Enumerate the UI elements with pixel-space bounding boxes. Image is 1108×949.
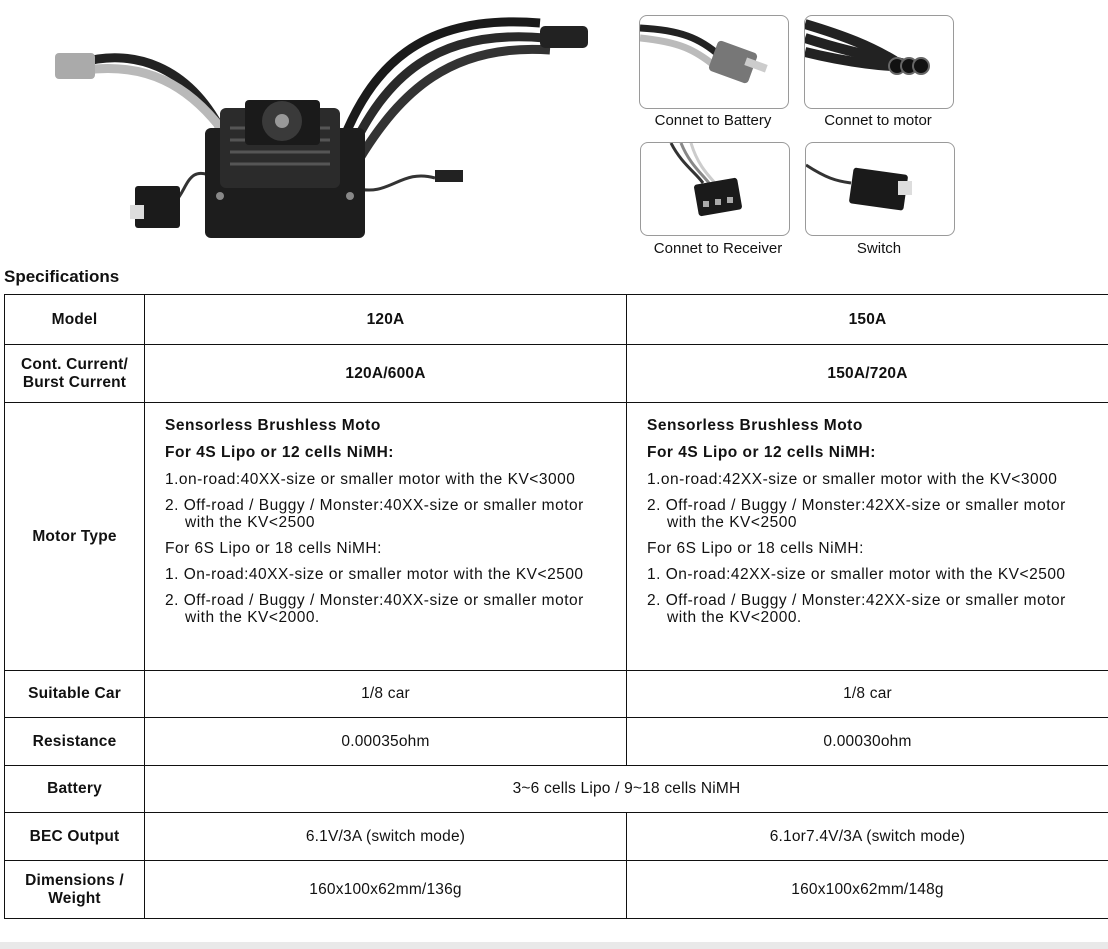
motor-connector-image [804, 15, 954, 109]
table-row [5, 813, 1108, 861]
motor-line: Sensorless Brushless Moto [647, 417, 863, 434]
motor-type-120a [145, 403, 627, 671]
thumb-label-battery: Connet to Battery [654, 112, 772, 129]
row-label-battery: Battery [5, 766, 145, 813]
bec-150a: 6.1or7.4V/3A (switch mode) [627, 813, 1108, 861]
row-label-resistance: Resistance [5, 718, 145, 766]
motor-line: For 4S Lipo or 12 cells NiMH: [165, 444, 394, 461]
motor-line: 2. Off-road / Buggy / Monster:40XX-size or smaller motor with the KV<2500 [165, 497, 584, 531]
table-row [5, 345, 1108, 403]
current-150a: 150A/720A [627, 345, 1108, 403]
motor-line: 1.on-road:42XX-size or smaller motor with the KV<3000 [647, 471, 1058, 488]
dims-150a: 160x100x62mm/148g [627, 861, 1108, 919]
table-row [5, 718, 1108, 766]
table-row [5, 766, 1108, 813]
connector-thumbnails [638, 14, 958, 264]
table-row [5, 861, 1108, 919]
receiver-connector-image [640, 142, 790, 236]
motor-line: 2. Off-road / Buggy / Monster:40XX-size or smaller motor with the KV<2000. [165, 592, 584, 626]
resistance-120a: 0.00035ohm [145, 718, 627, 766]
motor-line: 2. Off-road / Buggy / Monster:42XX-size or smaller motor with the KV<2000. [647, 592, 1066, 626]
motor-line: For 6S Lipo or 18 cells NiMH: [165, 540, 382, 557]
car-120a: 1/8 car [145, 671, 627, 718]
battery-value: 3~6 cells Lipo / 9~18 cells NiMH [145, 766, 1108, 813]
model-120a: 120A [145, 295, 627, 345]
current-120a: 120A/600A [145, 345, 627, 403]
table-row [5, 295, 1108, 345]
battery-connector-image [639, 15, 789, 109]
battery-plug-icon [55, 53, 95, 79]
motor-line: 2. Off-road / Buggy / Monster:42XX-size or smaller motor with the KV<2500 [647, 497, 1066, 531]
row-label-model: Model [5, 295, 145, 345]
row-label-suitable-car: Suitable Car [5, 671, 145, 718]
motor-line: For 4S Lipo or 12 cells NiMH: [647, 444, 876, 461]
row-label-motor-type: Motor Type [5, 403, 145, 671]
row-label-dimensions: Dimensions / Weight [5, 861, 145, 919]
specifications-heading: Specifications [4, 267, 120, 286]
motor-line: For 6S Lipo or 18 cells NiMH: [647, 540, 864, 557]
resistance-150a: 0.00030ohm [627, 718, 1108, 766]
esc-product-image [40, 8, 600, 248]
motor-type-150a [627, 403, 1108, 671]
row-label-bec-output: BEC Output [5, 813, 145, 861]
switch-image [805, 142, 955, 236]
thumb-label-motor: Connet to motor [824, 112, 932, 129]
motor-line: 1.on-road:40XX-size or smaller motor with the KV<3000 [165, 471, 576, 488]
table-row [5, 671, 1108, 718]
bec-120a: 6.1V/3A (switch mode) [145, 813, 627, 861]
specifications-table [4, 294, 1108, 919]
motor-line: Sensorless Brushless Moto [165, 417, 381, 434]
motor-line: 1. On-road:40XX-size or smaller motor with the KV<2500 [165, 566, 584, 583]
bottom-scroll-strip [0, 942, 1108, 949]
car-150a: 1/8 car [627, 671, 1108, 718]
thumb-label-switch: Switch [856, 240, 902, 257]
model-150a: 150A [627, 295, 1108, 345]
row-label-current: Cont. Current/ Burst Current [5, 345, 145, 403]
motor-line: 1. On-road:42XX-size or smaller motor with the KV<2500 [647, 566, 1066, 583]
dims-120a: 160x100x62mm/136g [145, 861, 627, 919]
table-row [5, 403, 1108, 671]
thumb-label-receiver: Connet to Receiver [653, 240, 783, 257]
